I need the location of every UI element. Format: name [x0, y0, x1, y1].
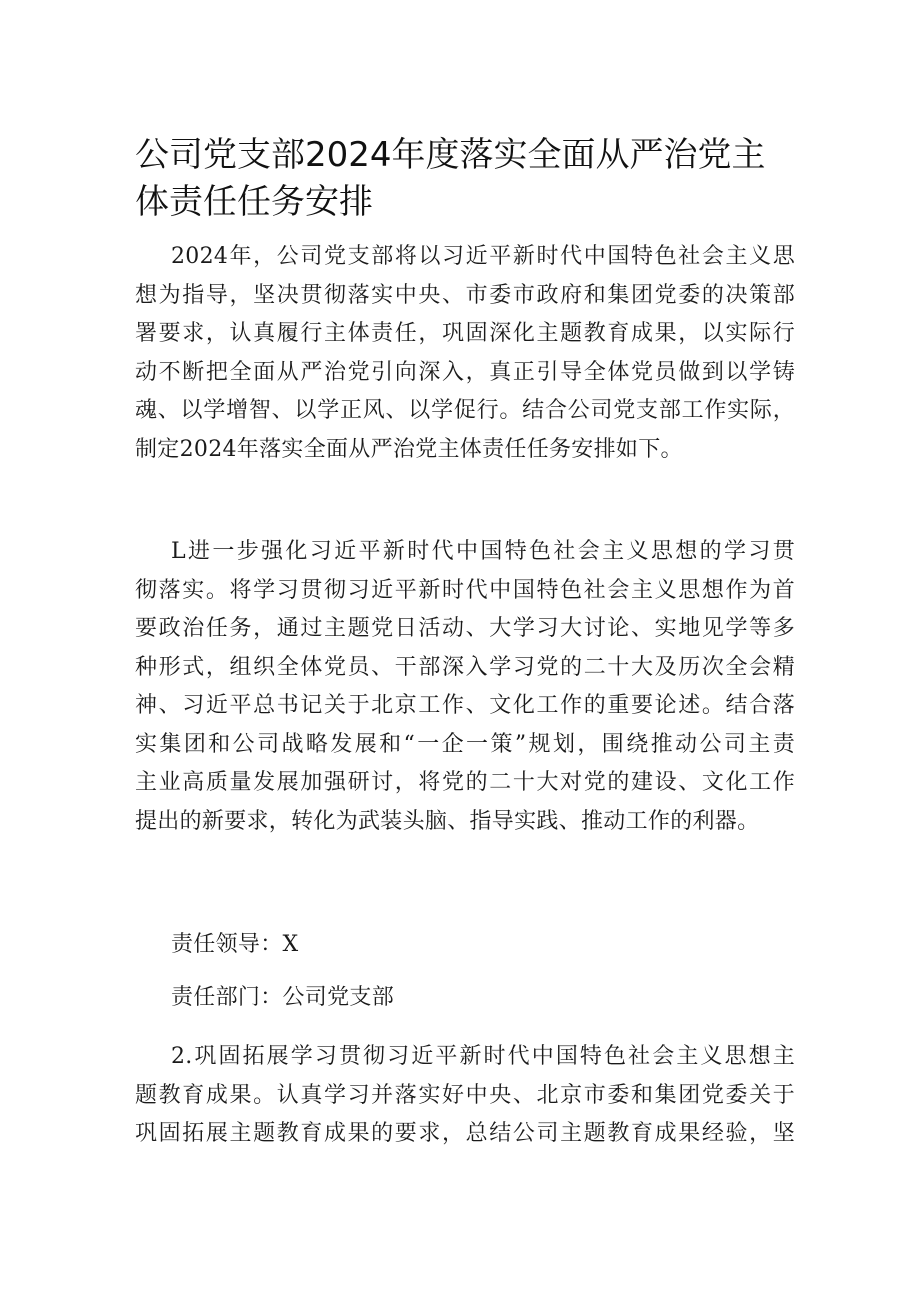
paragraph-line: 彻落实。将学习贯彻习近平新时代中国特色社会主义思想作为首	[135, 577, 795, 603]
item-1-paragraph	[135, 533, 795, 841]
intro-paragraph	[135, 238, 795, 469]
paragraph-line: 2024年，公司党支部将以习近平新时代中国特色社会主义思	[171, 244, 795, 269]
paragraph-line: 提出的新要求，转化为武装头脑、指导实践、推动工作的利器。	[135, 808, 760, 834]
item-1-leader	[135, 926, 795, 965]
document-title	[135, 132, 795, 226]
responsible-leader: 责任领导：X	[171, 932, 299, 957]
title-line: 公司党支部2024年度落实全面从严治党主	[135, 135, 766, 175]
paragraph-line: 想为指导，坚决贯彻落实中央、市委市政府和集团党委的决策部	[135, 282, 795, 308]
paragraph-line: 种形式，组织全体党员、干部深入学习党的二十大及历次全会精	[135, 654, 795, 680]
paragraph-line: 题教育成果。认真学习并落实好中央、北京市委和集团党委关于	[135, 1082, 795, 1108]
paragraph-line: 主业高质量发展加强研讨，将党的二十大对党的建设、文化工作	[135, 770, 795, 795]
paragraph-line: 巩固拓展主题教育成果的要求，总结公司主题教育成果经验，坚	[135, 1121, 795, 1146]
paragraph-line: 神、习近平总书记关于北京工作、文化工作的重要论述。结合落	[135, 693, 795, 718]
paragraph-line: 魂、以学增智、以学正风、以学促行。结合公司党支部工作实际，	[135, 398, 795, 423]
responsible-department: 责任部门：公司党支部	[171, 985, 395, 1010]
paragraph-line: 署要求，认真履行主体责任，巩固深化主题教育成果，以实际行	[135, 321, 795, 346]
item-2-paragraph	[135, 1038, 795, 1154]
paragraph-line: 2.巩固拓展学习贯彻习近平新时代中国特色社会主义思想主	[171, 1044, 795, 1069]
title-line: 体责任任务安排	[135, 182, 373, 222]
paragraph-line: 动不断把全面从严治党引向深入，真正引导全体党员做到以学铸	[135, 359, 795, 385]
paragraph-line: 制定2024年落实全面从严治党主体责任任务安排如下。	[135, 436, 683, 462]
paragraph-line: 要政治任务，通过主题党日活动、大学习大讨论、实地见学等多	[135, 616, 795, 641]
paragraph-line: L进一步强化习近平新时代中国特色社会主义思想的学习贯	[171, 539, 795, 564]
item-1-department	[135, 979, 795, 1018]
paragraph-line: 实集团和公司战略发展和“一企一策”规划，围绕推动公司主责	[135, 731, 795, 757]
